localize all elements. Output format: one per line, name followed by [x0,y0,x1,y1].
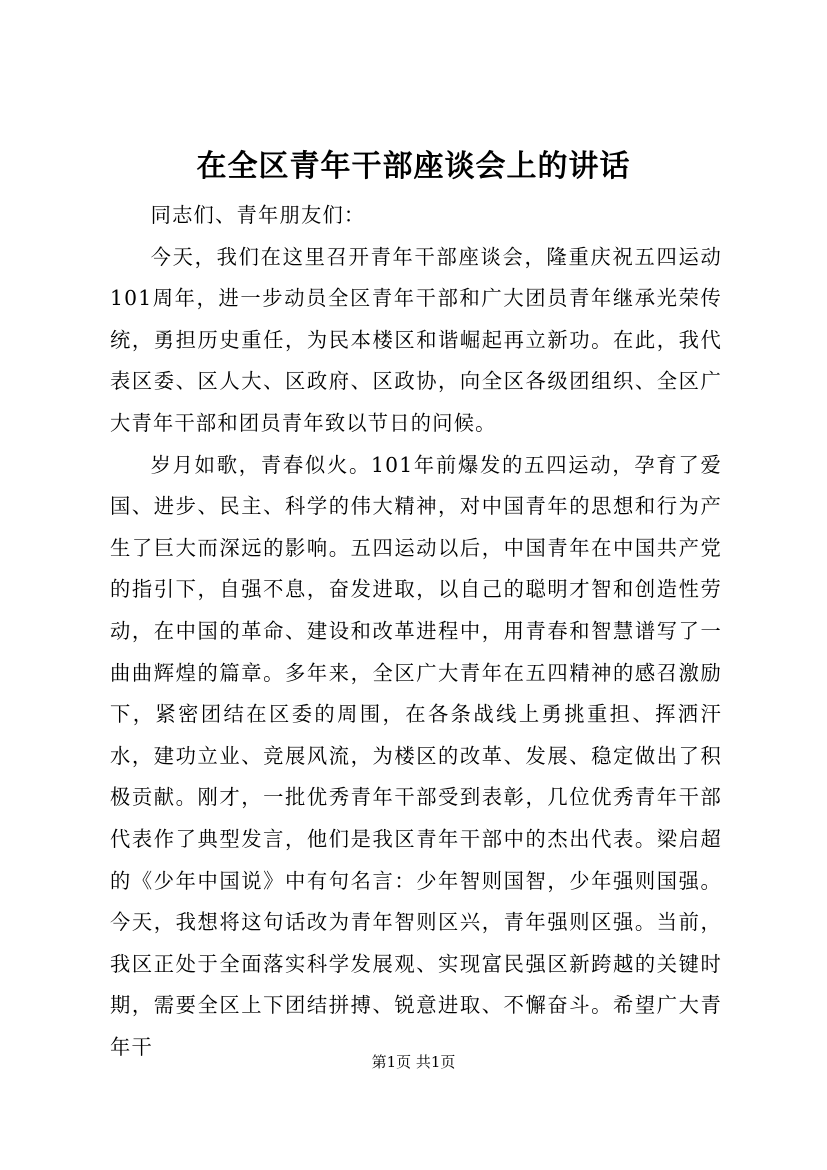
document-body [110,195,722,1068]
body-paragraph-1: 今天，我们在这里召开青年干部座谈会，隆重庆祝五四运动101周年，进一步动员全区青年干部和广大团员青年继承光荣传统，勇担历史重任，为民本楼区和谐崛起再立新功。在此，我代表区委、区人大、区政府、区政协，向全区各级团组织、全区广大青年干部和团员青年致以节日的问候。 [110,244,722,435]
document-title: 在全区青年干部座谈会上的讲话 [196,149,631,184]
body-paragraph-2: 岁月如歌，青春似火。101年前爆发的五四运动，孕育了爱国、进步、民主、科学的伟大精神，对中国青年的思想和行为产生了巨大而深远的影响。五四运动以后，中国青年在中国共产党的指引下，自强不息，奋发进取，以自己的聪明才智和创造性劳动，在中国的革命、建设和改革进程中，用青春和智慧谱写了一曲曲辉煌的篇章。多年来，全区广大青年在五四精神的感召激励下，紧密团结在区委的周围，在各条战线上勇挑重担、挥洒汗水，建功立业、竞展风流，为楼区的改革、发展、稳定做出了积极贡献。刚才，一批优秀青年干部受到表彰，几位优秀青年干部代表作了典型发言，他们是我区青年干部中的杰出代表。梁启超的《少年中国说》中有句名言：少年智则国智，少年强则国强。今天，我想将这句话改为青年智则区兴，青年强则区强。当前，我区正处于全面落实科学发展观、实现富民强区新跨越的关键时期，需要全区上下团结拼搏、锐意进取、不懈奋斗。希望广大青年干 [110,452,722,1059]
page-footer: 第1页 共1页 [371,1053,456,1071]
salutation-paragraph: 同志们、青年朋友们： [150,203,366,227]
